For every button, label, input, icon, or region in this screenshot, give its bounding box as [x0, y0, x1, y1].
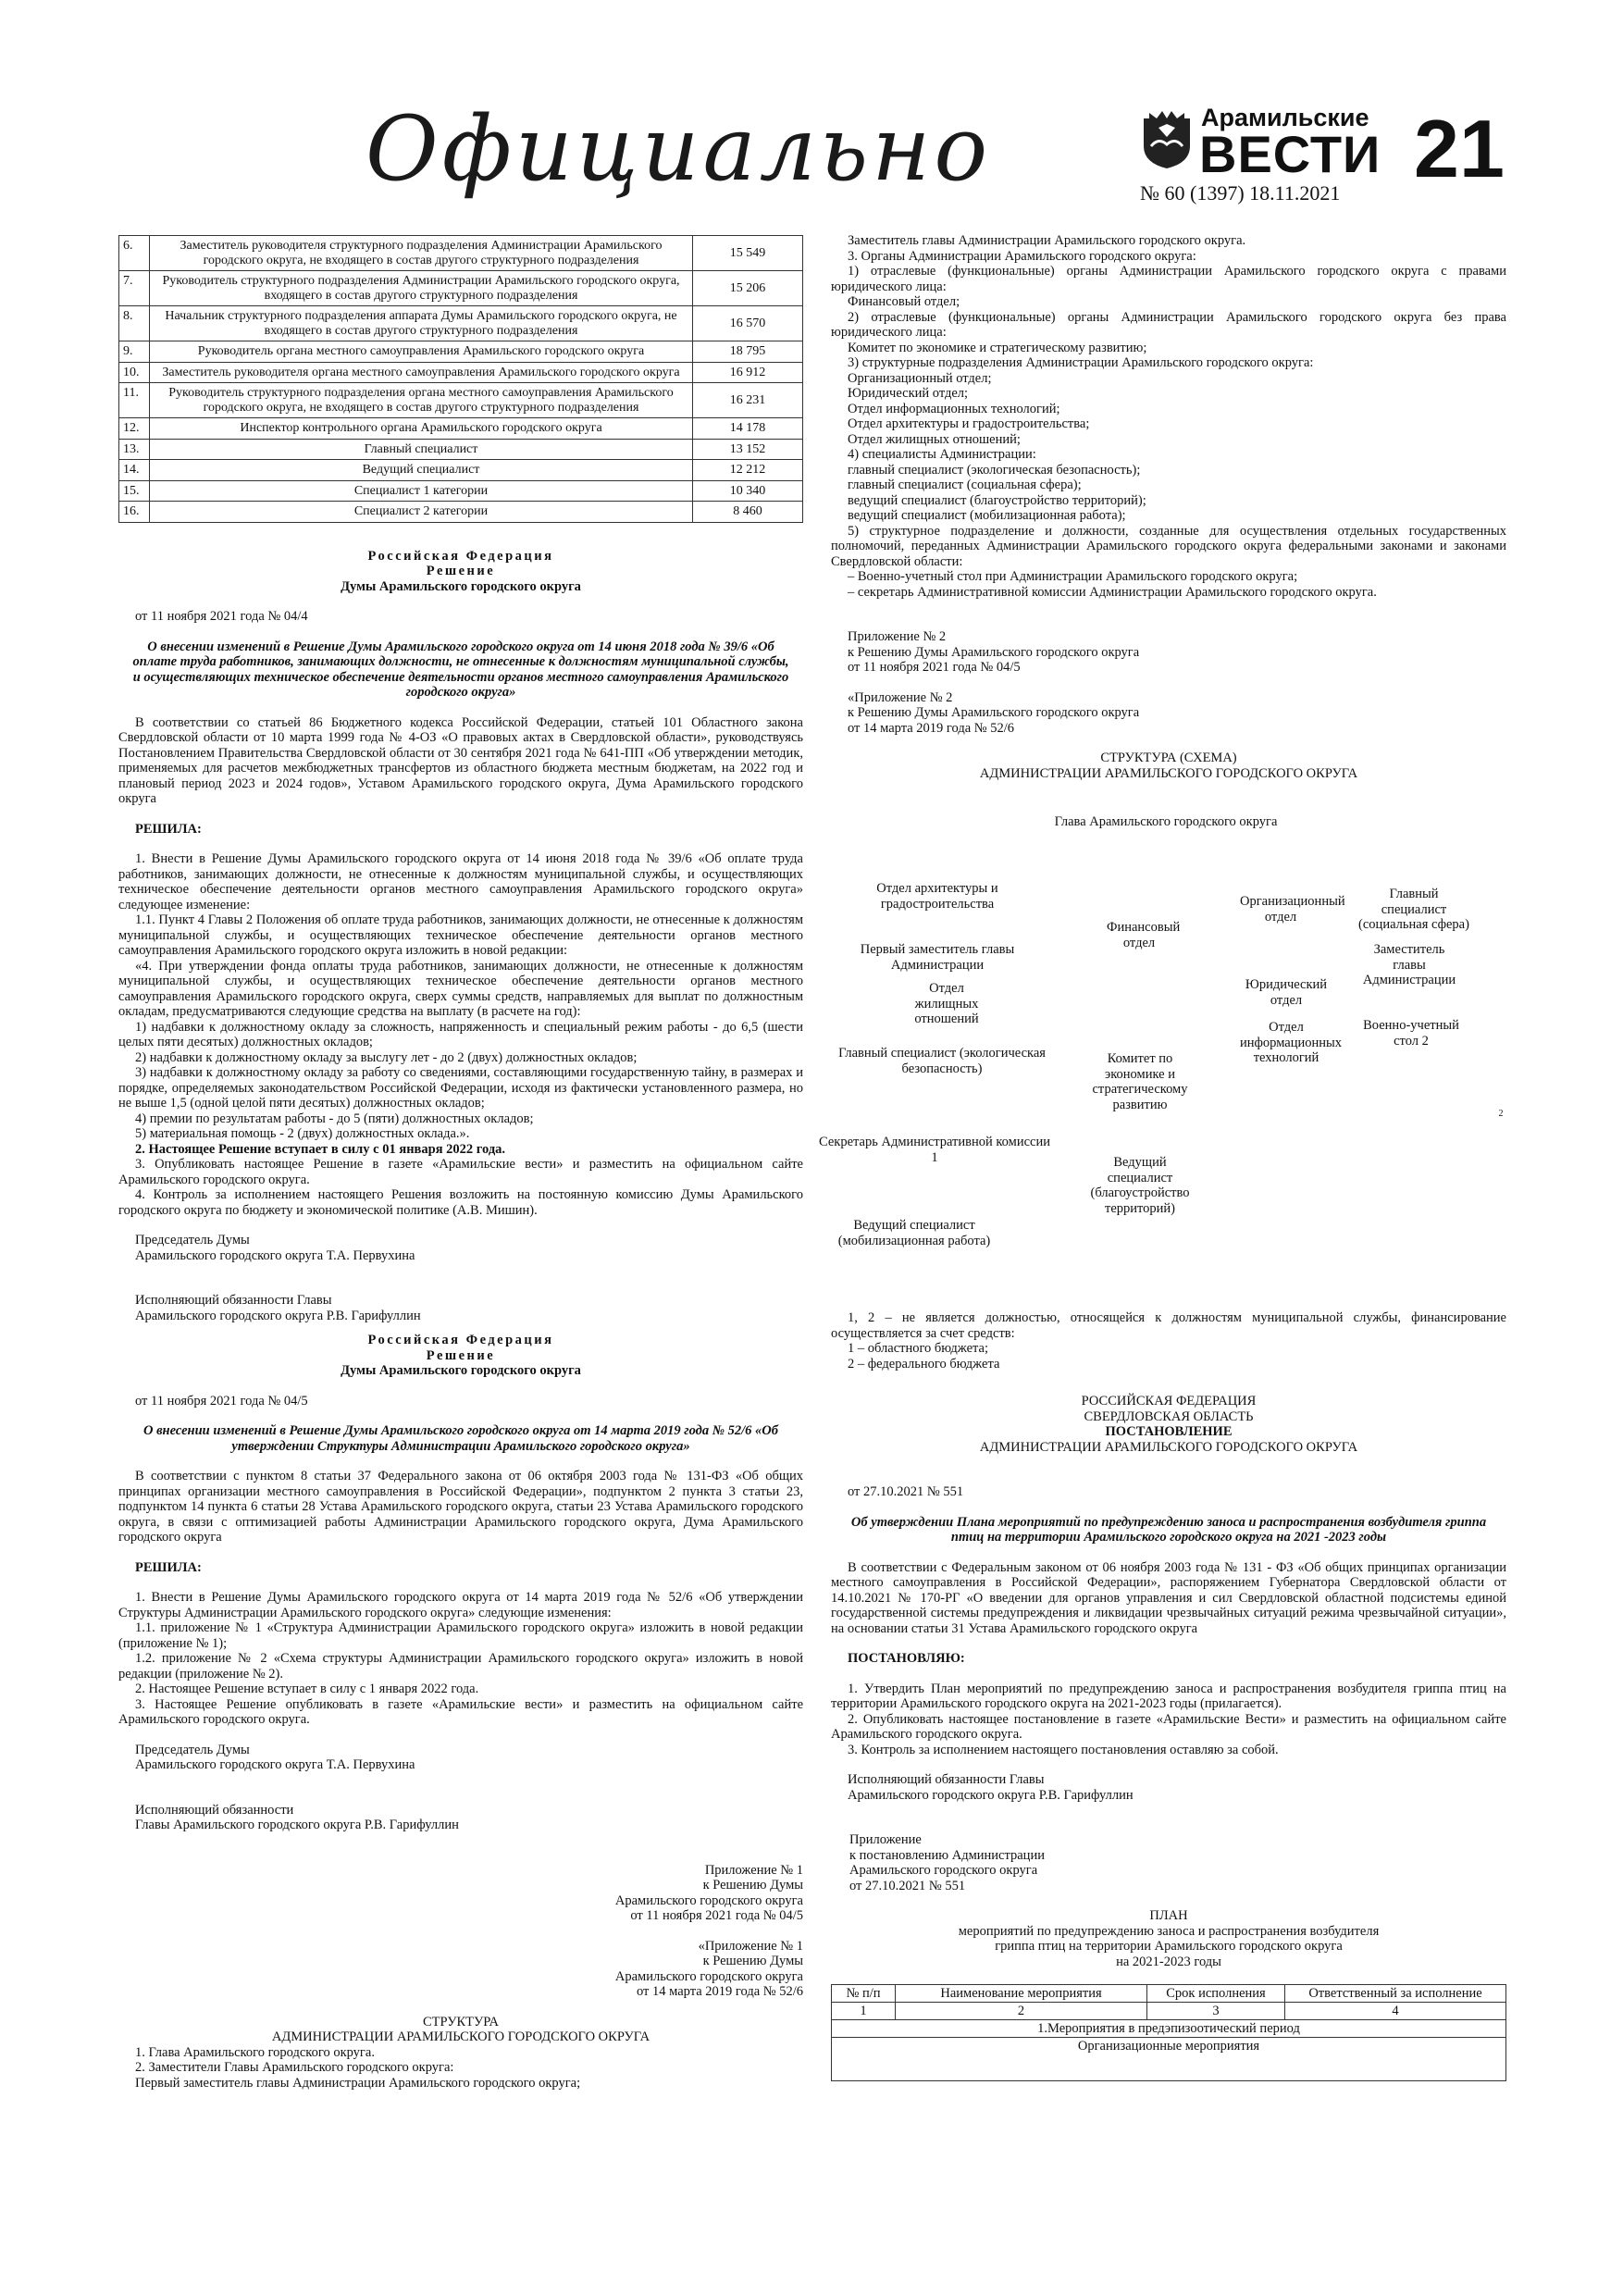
- plan-col-num: № п/п: [832, 1985, 896, 2003]
- res-h2: СВЕРДЛОВСКАЯ ОБЛАСТЬ: [1084, 1409, 1254, 1424]
- salary-row-number: 9.: [119, 341, 150, 363]
- plan-title: ПЛАН: [1149, 1908, 1188, 1923]
- res-h3: ПОСТАНОВЛЕНИЕ: [1105, 1424, 1233, 1439]
- salary-row: [119, 418, 803, 440]
- plan-table: [831, 1984, 1506, 2081]
- structure-list-line: – Военно-учетный стол при Администрации Арамильского городского округа;: [848, 569, 1298, 584]
- d1-title: О внесении изменений в Решение Думы Арамильского городского округа от 14 июня 2018 года № 39/6 «Об оплате труда работников, занимающих должности, не отнесенные к должностям муниципальной службы, и осуществляющих техническое обеспечение деятельности органов местного самоуправления Арамильского городского округа»: [132, 639, 789, 700]
- res-title: Об утверждении Плана мероприятий по предупреждению заноса и распространения возбудителя гриппа птиц на территории Арамильского городского округа на 2021 -2023 годы: [850, 1514, 1487, 1545]
- salary-row-amount: 13 152: [693, 439, 803, 460]
- d2-p3: 3. Настоящее Решение опубликовать в газете «Арамильские вести» и разместить на официальном сайте Арамильского городского округа.: [118, 1696, 803, 1727]
- salary-row-amount: 15 549: [693, 236, 803, 271]
- app1-line: к Решению Думы: [702, 1878, 803, 1893]
- scheme-org: Организационный отдел: [1240, 894, 1345, 925]
- res-h4: АДМИНИСТРАЦИИ АРАМИЛЬСКОГО ГОРОДСКОГО ОКРУГА: [979, 1439, 1358, 1455]
- salary-row: [119, 502, 803, 523]
- salary-row-amount: 16 570: [693, 306, 803, 341]
- res-p1: 1. Утвердить План мероприятий по предупреждению заноса и распространения возбудителя гриппа птиц на территории Арамильского городского округа на 2021-2023 годы (прилагается).: [831, 1681, 1506, 1711]
- plan-num-cell: 2: [896, 2003, 1147, 2020]
- issue-number: № 60 (1397) 18.11.2021: [1140, 181, 1341, 205]
- d2-appendix1: [118, 1863, 803, 1924]
- plan-section: 1.Мероприятия в предэпизоотический период: [832, 2020, 1506, 2038]
- plan-sub2: гриппа птиц на территории Арамильского городского округа: [995, 1939, 1343, 1954]
- d2-date: от 11 ноября 2021 года № 04/5: [135, 1393, 308, 1409]
- plan-header-row: [832, 1985, 1506, 2003]
- plan-sub3: на 2021-2023 годы: [1116, 1954, 1221, 1969]
- structure-item: Первый заместитель главы Администрации Арамильского городского округа;: [135, 2075, 581, 2091]
- salary-row-position: Руководитель структурного подразделения Администрации Арамильского городского округа, входящего в состав другого структурного подразделения: [150, 271, 693, 306]
- structure-list-line: Организационный отдел;: [848, 370, 992, 386]
- d2-title: О внесении изменений в Решение Думы Арамильского городского округа от 14 марта 2019 года № 52/6 «Об утверждении Структуры Администрации Арамильского городского округа»: [142, 1423, 778, 1454]
- scheme-head: Глава Арамильского городского округа: [1054, 814, 1278, 829]
- app1-line: от 11 ноября 2021 года № 04/5: [630, 1908, 803, 1923]
- d2-preamble: В соответствии с пунктом 8 статьи 37 Федерального закона от 06 октября 2003 года № 131-ФЗ «Об общих принципах организации местного самоуправления в Российской Федерации», подпунктом 2 пункта 3 статьи 23, подпунктом 14 пункта 6 статьи 28 Устава Арамильского городского округа, статьи 23 Устава Арамильского городского округа, в связи с оптимизацией работы Администрации Арамильского городского округа, Дума Арамильского городского округа: [118, 1469, 803, 1545]
- logo-line2: ВЕСТИ: [1199, 125, 1381, 183]
- salary-row-position: Начальник структурного подразделения аппарата Думы Арамильского городского округа, не входящего в состав другого структурного подразделения: [150, 306, 693, 341]
- d1-s4: 4) премии по результатам работы - до 5 (пяти) должностных окладов;: [135, 1111, 534, 1126]
- newspaper-logo: [1140, 104, 1381, 183]
- d2-p1: 1. Внести в Решение Думы Арамильского городского округа от 14 марта 2019 года № 52/6 «Об утверждении Структуры Администрации Арамильского городского округа» следующие изменения:: [118, 1590, 803, 1620]
- scheme-legal: Юридический отдел: [1245, 977, 1328, 1008]
- d2-country: Российская Федерация: [367, 1333, 554, 1347]
- structure-list-line: ведущий специалист (благоустройство территорий);: [848, 492, 1146, 508]
- coat-of-arms-icon: [1140, 109, 1194, 170]
- res-h1: РОССИЙСКАЯ ФЕДЕРАЦИЯ: [1081, 1394, 1257, 1409]
- scheme-housing: Отдел жилищных отношений: [914, 981, 979, 1026]
- app2-line: Приложение № 2: [848, 629, 947, 644]
- res-date: от 27.10.2021 № 551: [848, 1484, 964, 1499]
- plan-num-cell: 4: [1285, 2003, 1506, 2020]
- scheme-econ: Комитет по экономике и стратегическому развитию: [1092, 1051, 1188, 1112]
- salary-row: [119, 306, 803, 341]
- plan-num-cell: 1: [832, 2003, 896, 2020]
- d1-p4: «4. При утверждении фонда оплаты труда работников, занимающих должности, не отнесенные к должностям муниципальной службы, и осуществляющих техническое обеспечение деятельности органов местного самоуправления Арамильского городского округа, сверх суммы средств, направляемых для выплат по должностным окладам, предусматриваются следующие средства на выплату (в расчете на год):: [118, 958, 803, 1019]
- d1-doc-type: Решение: [426, 564, 496, 578]
- plan-col-responsible: Ответственный за исполнение: [1285, 1985, 1506, 2003]
- d1-country: Российская Федерация: [367, 548, 554, 564]
- page-number: 21: [1414, 103, 1505, 194]
- salary-row-position: Руководитель структурного подразделения органа местного самоуправления Арамильского городского округа, не входящего в состав другого структурного подразделения: [150, 383, 693, 418]
- salary-row-position: Руководитель органа местного самоуправления Арамильского городского округа: [150, 341, 693, 363]
- section-title: Официально: [365, 97, 992, 201]
- res-app-line: к постановлению Администрации: [849, 1847, 1045, 1863]
- structure-list-line: ведущий специалист (мобилизационная работа);: [848, 508, 1126, 523]
- scheme-note3: 2 – федерального бюджета: [848, 1356, 1000, 1371]
- d2-p2: 2. Настоящее Решение вступает в силу с 1 января 2022 года.: [135, 1682, 479, 1696]
- res-app-line: Приложение: [849, 1832, 922, 1847]
- structure-list-line: главный специалист (экологическая безопасность);: [848, 462, 1141, 478]
- salary-table: [118, 235, 803, 523]
- res-app-line: от 27.10.2021 № 551: [849, 1878, 966, 1893]
- structure-list-line: – секретарь Административной комиссии Администрации Арамильского городского округа.: [848, 584, 1377, 600]
- d1-resolved: РЕШИЛА:: [135, 821, 202, 837]
- logo-line1: Арамильские: [1201, 104, 1369, 131]
- plan-num-cell: 3: [1147, 2003, 1285, 2020]
- structure-list-line: Отдел информационных технологий;: [848, 401, 1060, 416]
- scheme-deputy: Заместитель главы Администрации: [1362, 942, 1456, 987]
- d1-issuer: Думы Арамильского городского округа: [341, 578, 581, 594]
- app2-line: от 11 ноября 2021 года № 04/5: [848, 660, 1021, 675]
- plan-num-row: [832, 2003, 1506, 2020]
- app2b-line: к Решению Думы Арамильского городского округа: [848, 705, 1140, 720]
- d1-sig2a: Исполняющий обязанности Главы: [135, 1293, 332, 1308]
- app1b-line: от 14 марта 2019 года № 52/6: [636, 1984, 803, 1999]
- app1b-line: «Приложение № 1: [698, 1938, 803, 1954]
- app1-line: Арамильского городского округа: [614, 1893, 803, 1908]
- salary-row: [119, 383, 803, 418]
- salary-row-number: 15.: [119, 480, 150, 502]
- scheme-first-deputy: Первый заместитель главы Администрации: [860, 942, 1015, 973]
- scheme-arch: Отдел архитектуры и градостроительства: [876, 881, 998, 912]
- scheme-improve: Ведущий специалист (благоустройство территорий): [1090, 1155, 1190, 1216]
- salary-row-amount: 14 178: [693, 418, 803, 440]
- app1b-line: к Решению Думы: [702, 1954, 803, 1968]
- d2-sig2b: Главы Арамильского городского округа Р.В. Гарифуллин: [135, 1818, 459, 1832]
- scheme-eco: Главный специалист (экологическая безопасность): [838, 1046, 1046, 1076]
- d2-sig1b: Арамильского городского округа Т.А. Первухина: [135, 1757, 415, 1772]
- salary-row-amount: 15 206: [693, 271, 803, 306]
- structure-list-line: Заместитель главы Администрации Арамильского городского округа.: [848, 233, 1246, 248]
- structure-item: 2. Заместители Главы Арамильского городского округа:: [135, 2060, 454, 2075]
- scheme-mob: Ведущий специалист (мобилизационная работа): [837, 1218, 991, 1248]
- res-app-line: Арамильского городского округа: [849, 1863, 1038, 1878]
- salary-row: [119, 480, 803, 502]
- scheme-note1: 1, 2 – не является должностью, относящейся к должностям муниципальной службы, финансирование осуществляется за счет средств:: [831, 1310, 1506, 1341]
- scheme-subtitle: АДМИНИСТРАЦИИ АРАМИЛЬСКОГО ГОРОДСКОГО ОКРУГА: [979, 765, 1358, 781]
- d2-issuer: Думы Арамильского городского округа: [341, 1363, 581, 1378]
- d1-s5: 5) материальная помощь - 2 (двух) должностных оклада.».: [135, 1126, 470, 1141]
- salary-row: [119, 460, 803, 481]
- scheme-it: Отдел информационных технологий: [1240, 1020, 1342, 1065]
- structure-list-line: 3. Органы Администрации Арамильского городского округа:: [848, 248, 1196, 264]
- salary-row-amount: 16 231: [693, 383, 803, 418]
- salary-row-position: Специалист 2 категории: [150, 502, 693, 523]
- plan-section-row: [832, 2020, 1506, 2038]
- app2b-line: «Приложение № 2: [848, 689, 953, 705]
- d1-date: от 11 ноября 2021 года № 04/4: [135, 609, 308, 624]
- res-p2: 2. Опубликовать настоящее постановление в газете «Арамильские Вести» и разместить на официальном сайте Арамильского городского округа.: [831, 1711, 1506, 1742]
- salary-row: [119, 271, 803, 306]
- appendix2: [831, 629, 1506, 676]
- salary-row-number: 12.: [119, 418, 150, 440]
- plan-sub1: мероприятий по предупреждению заноса и распространения возбудителя: [958, 1923, 1380, 1939]
- d1-sig1b: Арамильского городского округа Т.А. Первухина: [135, 1247, 415, 1263]
- d1-p11: 1.1. Пункт 4 Главы 2 Положения об оплате труда работников, занимающих должности, не отнесенные к должностям муниципальной службы, и осуществляющих техническое обеспечение деятельности органов местного самоуправления Арамильского городского округа изложить в новой редакции:: [118, 912, 803, 958]
- d1-s3: 3) надбавки к должностному окладу за работу со сведениями, составляющими государственную тайну, в размерах и порядке, определяемых законодательством Российской Федерации, исходя из фактически установленного размера, но не выше 1,5 (одной целой пяти десятых) должностных окладов;: [118, 1065, 803, 1111]
- d1-p3: 3. Опубликовать настоящее Решение в газете «Арамильские вести» и разместить на официальном сайте Арамильского городского округа.: [118, 1157, 803, 1187]
- salary-row: [119, 236, 803, 271]
- structure-list-line: Финансовый отдел;: [848, 294, 960, 309]
- structure-list-line: Комитет по экономике и стратегическому развитию;: [848, 340, 1147, 355]
- salary-row: [119, 341, 803, 363]
- salary-row-number: 13.: [119, 439, 150, 460]
- d2-doc-type: Решение: [426, 1347, 496, 1363]
- d2-resolved: РЕШИЛА:: [135, 1559, 202, 1575]
- salary-row-number: 6.: [119, 236, 150, 271]
- d1-p2: 2. Настоящее Решение вступает в силу с 01 января 2022 года.: [135, 1141, 506, 1157]
- plan-col-deadline: Срок исполнения: [1147, 1985, 1285, 2003]
- structure-list-line: 2) отраслевые (функциональные) органы Администрации Арамильского городского округа без права юридического лица:: [831, 309, 1506, 340]
- structure-subtitle: АДМИНИСТРАЦИИ АРАМИЛЬСКОГО ГОРОДСКОГО ОКРУГА: [271, 2029, 650, 2044]
- d2-sig2a: Исполняющий обязанности: [135, 1802, 294, 1818]
- salary-row-amount: 8 460: [693, 502, 803, 523]
- salary-row-position: Инспектор контрольного органа Арамильского городского округа: [150, 418, 693, 440]
- structure-list-line: Юридический отдел;: [848, 386, 969, 401]
- res-p3: 3. Контроль за исполнением настоящего постановления оставляю за собой.: [848, 1742, 1279, 1757]
- structure-item: 1. Глава Арамильского городского округа.: [135, 2044, 375, 2060]
- salary-row-number: 7.: [119, 271, 150, 306]
- d1-s2: 2) надбавки к должностному окладу за выслугу лет - до 2 (двух) должностных окладов;: [135, 1049, 638, 1065]
- salary-row-position: Главный специалист: [150, 439, 693, 460]
- structure-title: СТРУКТУРА: [423, 2014, 499, 2029]
- left-column: [118, 235, 803, 2091]
- res-resolve: ПОСТАНОВЛЯЮ:: [848, 1651, 965, 1666]
- scheme-military: Военно-учетный стол 2: [1363, 1018, 1459, 1049]
- salary-row-position: Специалист 1 категории: [150, 480, 693, 502]
- right-column-lower: [831, 1310, 1506, 2081]
- salary-row-number: 8.: [119, 306, 150, 341]
- structure-list-line: Отдел жилищных отношений;: [848, 431, 1021, 447]
- scheme-footnote-mark: 2: [1498, 1109, 1504, 1119]
- salary-row: [119, 439, 803, 460]
- salary-row-amount: 16 912: [693, 362, 803, 383]
- d1-sig1a: Председатель Думы: [135, 1233, 250, 1247]
- app1-line: Приложение № 1: [704, 1862, 803, 1878]
- structure-list-line: 3) структурные подразделения Администрации Арамильского городского округа:: [848, 355, 1314, 370]
- scheme-title: СТРУКТУРА (СХЕМА): [1100, 751, 1237, 765]
- salary-row-number: 11.: [119, 383, 150, 418]
- structure-list-line: 4) специалисты Администрации:: [848, 447, 1036, 462]
- d1-sig2b: Арамильского городского округа Р.В. Гарифуллин: [135, 1308, 421, 1323]
- res-sig1: Исполняющий обязанности Главы: [848, 1772, 1045, 1787]
- d2-p11: 1.1. приложение № 1 «Структура Администрации Арамильского городского округа» изложить в новой редакции (приложение № 1);: [118, 1620, 803, 1651]
- app1b-line: Арамильского городского округа: [614, 1968, 803, 1984]
- structure-list-line: Отдел архитектуры и градостроительства;: [848, 416, 1090, 431]
- salary-row-amount: 18 795: [693, 341, 803, 363]
- right-column: [831, 233, 1506, 781]
- d2-appendix1-prev: [118, 1939, 803, 2000]
- salary-row-position: Ведущий специалист: [150, 460, 693, 481]
- scheme-social: Главный специалист (социальная сфера): [1358, 887, 1469, 932]
- salary-row-amount: 10 340: [693, 480, 803, 502]
- structure-list: [831, 233, 1506, 600]
- d1-s1: 1) надбавки к должностному окладу за сложность, напряженность и специальный режим работы - до 6,5 (шести целых пяти десятых) должностных окладов;: [118, 1019, 803, 1049]
- res-sig2: Арамильского городского округа Р.В. Гарифуллин: [848, 1787, 1134, 1803]
- salary-row: [119, 362, 803, 383]
- scheme-finance: Финансовый отдел: [1107, 920, 1181, 950]
- plan-subsection: Организационные мероприятия: [832, 2038, 1506, 2081]
- plan-col-name: Наименование мероприятия: [896, 1985, 1147, 2003]
- res-appendix: [831, 1832, 1506, 1893]
- structure-list-line: 5) структурное подразделение и должности, созданные для осуществления отдельных государственных полномочий, переданных Администрации Арамильского городского округа федеральными законами и законами Свердловской области:: [831, 523, 1506, 569]
- salary-row-number: 14.: [119, 460, 150, 481]
- salary-row-position: Заместитель руководителя структурного подразделения Администрации Арамильского городского округа, не входящего в состав другого структурного подразделения: [150, 236, 693, 271]
- structure-list-line: 1) отраслевые (функциональные) органы Администрации Арамильского городского округа с правами юридического лица:: [831, 264, 1506, 294]
- d2-p12: 1.2. приложение № 2 «Схема структуры Администрации Арамильского городского округа» изложить в новой редакции (приложение № 2).: [118, 1651, 803, 1682]
- scheme-note2: 1 – областного бюджета;: [848, 1341, 989, 1356]
- res-preamble: В соответствии с Федеральным законом от 06 ноября 2003 года № 131 - ФЗ «Об общих принципах организации местного самоуправления в Российской Федерации», распоряжением Губернатора Свердловской области от 14.10.2021 № 170-РГ «О введении для органов управления и сил Свердловской областной подсистемы единой государственной системы предупреждения и ликвидации чрезвычайных ситуаций режима чрезвычайной ситуации», на основании статьи 31 Устава Арамильского городского округа: [831, 1559, 1506, 1636]
- salary-row-number: 10.: [119, 362, 150, 383]
- plan-subsection-row: [832, 2038, 1506, 2081]
- salary-row-position: Заместитель руководителя органа местного самоуправления Арамильского городского округа: [150, 362, 693, 383]
- d1-p4b: 4. Контроль за исполнением настоящего Решения возложить на постоянную комиссию Думы Арамильского городского округа по бюджету и экономической политике (А.В. Мишин).: [118, 1187, 803, 1218]
- appendix2-prev: [831, 690, 1506, 737]
- app2b-line: от 14 марта 2019 года № 52/6: [848, 720, 1015, 736]
- d1-preamble: В соответствии со статьей 86 Бюджетного кодекса Российской Федерации, статьей 101 Областного закона Свердловской области от 10 марта 1999 года № 4-ОЗ «О правовых актах в Свердловской области», руководствуясь Постановлением Правительства Свердловской области от 30 сентября 2021 года № 641-ПП «Об утверждении методик, применяемых для расчетов межбюджетных трансфертов из областного бюджета местным бюджетам, на 2022 год и плановый период 2023 и 2024 годов», Уставом Арамильского городского округа, Дума Арамильского городского округа: [118, 714, 803, 806]
- structure-list-line: главный специалист (социальная сфера);: [848, 478, 1082, 492]
- salary-row-number: 16.: [119, 502, 150, 523]
- app2-line: к Решению Думы Арамильского городского округа: [848, 644, 1140, 660]
- salary-row-amount: 12 212: [693, 460, 803, 481]
- scheme-secretary: Секретарь Административной комиссии 1: [819, 1135, 1050, 1165]
- d2-sig1a: Председатель Думы: [135, 1742, 250, 1757]
- d1-p1: 1. Внести в Решение Думы Арамильского городского округа от 14 июня 2018 года № 39/6 «Об оплате труда работников, занимающих должности, не отнесенные к должностям муниципальной службы, и осуществляющих техническое обеспечение деятельности органов местного самоуправления Арамильского городского округа» следующее изменение:: [118, 851, 803, 912]
